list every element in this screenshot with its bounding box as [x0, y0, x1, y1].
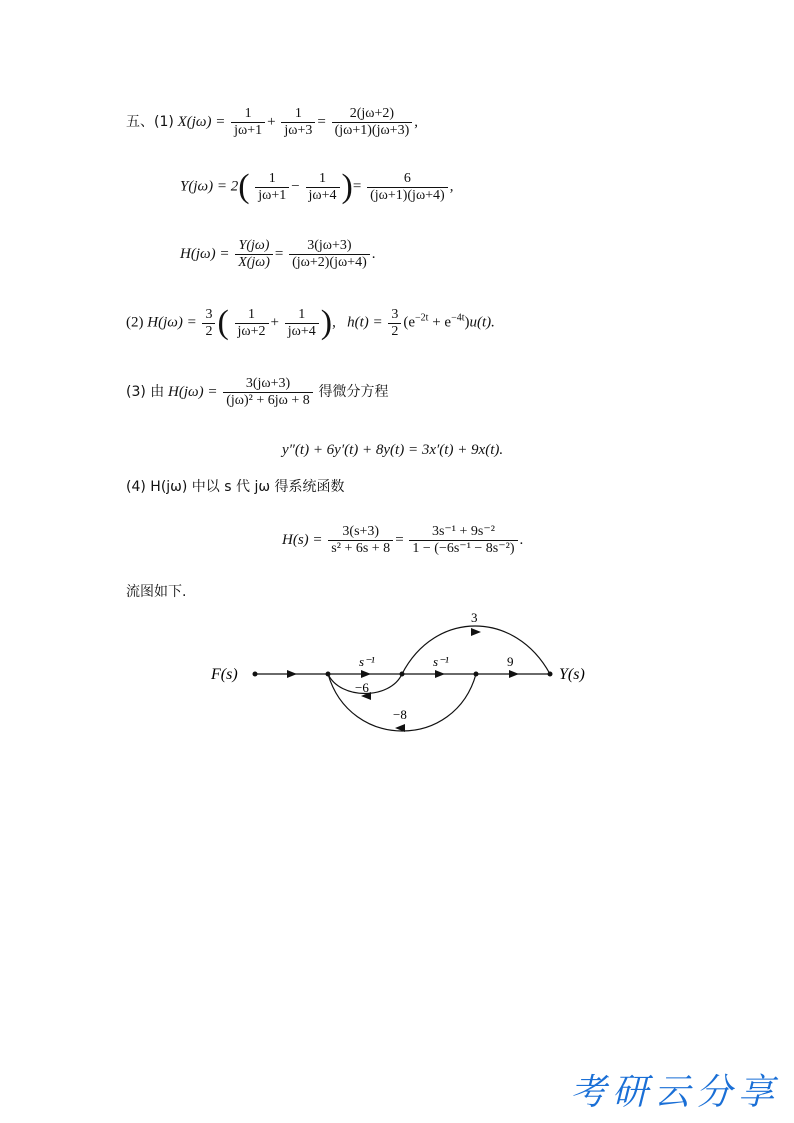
label-gain-s2: s⁻¹ [433, 654, 449, 669]
section-label: 五、(1) [126, 113, 174, 130]
label-gain-top: 3 [471, 610, 478, 625]
label-fb2: −8 [393, 707, 407, 722]
label-output: Y(s) [559, 666, 585, 683]
arrow-top [471, 628, 481, 636]
arrow-3 [435, 670, 445, 678]
label-fb1: −6 [355, 680, 369, 695]
flow-text: 流图如下. [126, 584, 187, 600]
arrow-4 [509, 670, 519, 678]
eq-part3: (3) 由 H(jω) = $\frac{3(j\omega+3)}{\text{(jω)² + 6jω + 8}}$ 得微分方程 [126, 376, 389, 408]
arrow-1 [287, 670, 297, 678]
node-2 [400, 672, 405, 677]
label-gain-9: 9 [507, 654, 514, 669]
eq-part4: H(s) = $\frac{3(s+3)}{\text{s² + 6s + 8}}$ = $\frac{\text{3s⁻¹ + 9s⁻²}}{\text{1 − (−6s⁻¹ − 8s⁻²)}}$ . [282, 524, 524, 556]
node-y [548, 672, 553, 677]
node-3 [474, 672, 479, 677]
eq-part2: (2) H(jω) = $\frac{3}{2}$ ( $\frac{1}{j\omega+2}$ + $\frac{1}{j\omega+4}$ ), h(t) = $\frac{3}{2}$ $(e^{-2t} + e^{-4t})u(t)$. [126, 304, 495, 341]
node-1 [326, 672, 331, 677]
label-input: F(s) [211, 666, 238, 683]
eq-h: H(jω) = $\frac{Y(j\omega)}{X(j\omega)}$ = $\frac{3(j\omega+3)}{(j\omega+2)(j\omega+4)}$ . [180, 238, 376, 270]
eq-y: Y(jω) = 2( $\frac{1}{j\omega+1}$ − $\frac{1}{j\omega+4}$ )= $\frac{6}{(j\omega+1)(j\omega+4)}$ , [180, 168, 454, 205]
label-gain-s1: s⁻¹ [359, 654, 375, 669]
branch-fb2 [328, 674, 476, 731]
part4-text: (4) H(jω) 中以 s 代 jω 得系统函数 [126, 479, 345, 495]
watermark: 考研云分享 [569, 1072, 780, 1113]
signal-flow-graph [195, 600, 615, 740]
arrow-2 [361, 670, 371, 678]
diff-equation: y″(t) + 6y′(t) + 8y(t) = 3x′(t) + 9x(t). [282, 442, 504, 458]
node-f [253, 672, 258, 677]
eq-x: 五、(1) X(jω) = $\frac{1}{j\omega+1}$ + $\frac{1}{j\omega+3}$ = $\frac{2(j\omega+2)}{(j\omega+1)(j\omega+3)}$ , [126, 106, 418, 138]
